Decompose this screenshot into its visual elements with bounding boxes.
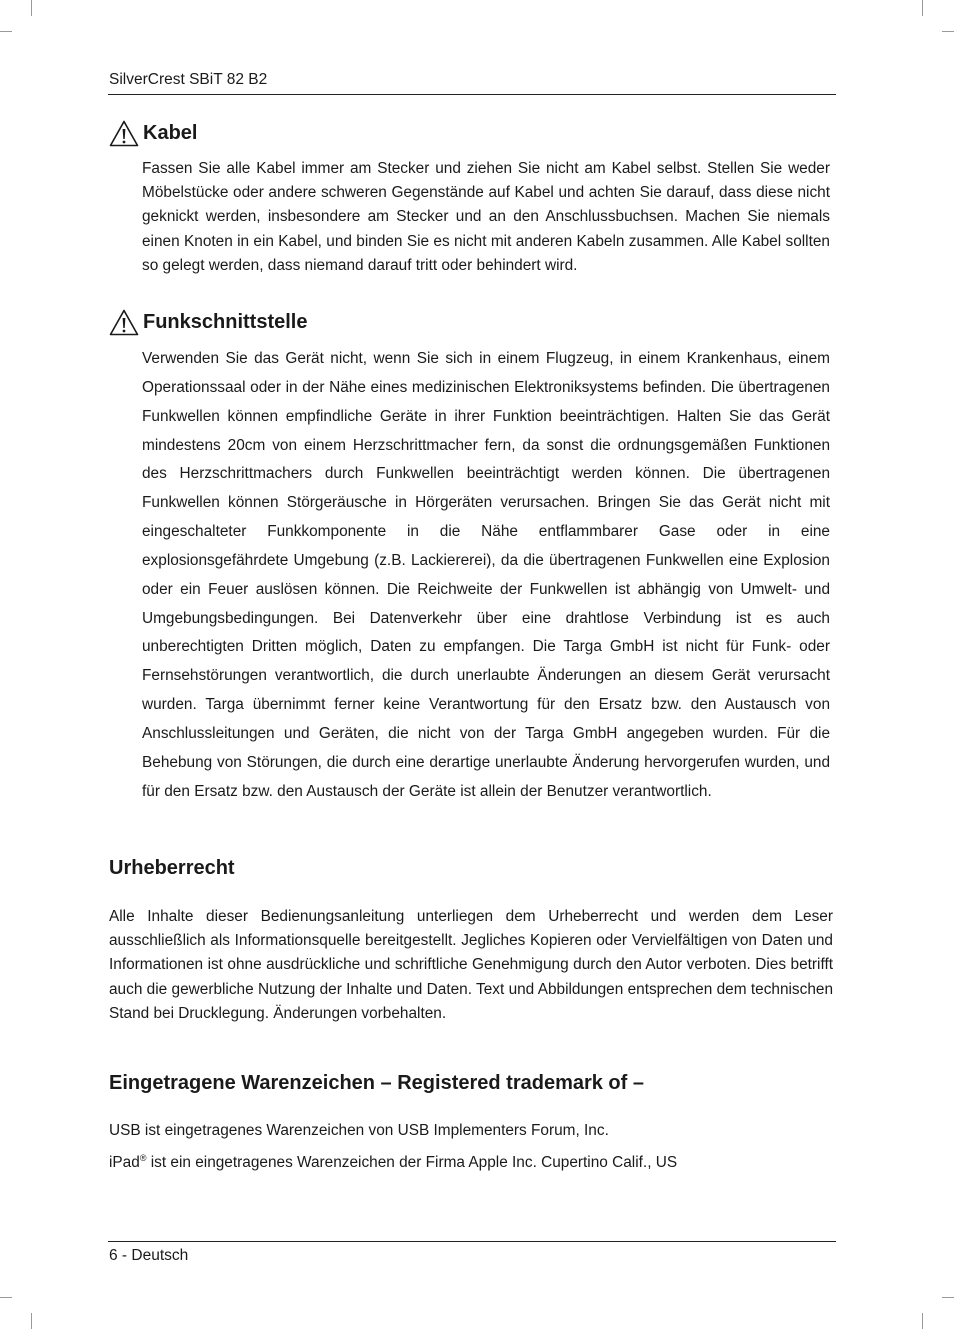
crop-mark <box>0 1297 12 1298</box>
kabel-heading-label: Kabel <box>143 122 198 144</box>
crop-mark <box>942 1297 954 1298</box>
funk-heading <box>109 309 307 336</box>
crop-mark <box>0 31 12 32</box>
funk-heading-label: Funkschnittstelle <box>143 311 308 333</box>
warning-triangle-icon <box>109 120 139 147</box>
kabel-heading <box>109 120 197 147</box>
trademark-heading: Eingetragene Warenzeichen – Registered trademark of – <box>109 1072 644 1094</box>
footer-divider <box>108 1241 836 1242</box>
usb-trademark-line: USB ist eingetragenes Warenzeichen von USB Implementers Forum, Inc. <box>109 1122 609 1139</box>
warning-triangle-icon <box>109 309 139 336</box>
ipad-trademark-line <box>109 1153 677 1172</box>
page-number: 6 - Deutsch <box>109 1247 189 1264</box>
crop-mark <box>922 1313 923 1329</box>
ipad-name: iPad <box>109 1154 140 1172</box>
urheberrecht-paragraph: Alle Inhalte dieser Bedienungsanleitung unterliegen dem Urheberrecht und werden dem Leser ausschließlich als Informationsquelle bereitgestellt. Jegliches Kopieren oder Vervielfältigen von Daten und Informationen ist ohne ausdrückliche und schriftliche Genehmigung durch den Autor verboten. Dies betrifft auch die gewerbliche Nutzung der Inhalte und Daten. Text und Abbildungen entsprechen dem technischen Stand bei Drucklegung. Änderungen vorbehalten. <box>109 908 833 1022</box>
crop-mark <box>31 0 32 16</box>
kabel-paragraph: Fassen Sie alle Kabel immer am Stecker und ziehen Sie nicht am Kabel selbst. Stellen Sie weder Möbelstücke oder andere schweren Gegenstände auf Kabel und achten Sie darauf, dass diese nicht geknickt werden, insbesondere am Stecker und an den Anschlussbuchsen. Machen Sie niemals einen Knoten in ein Kabel, und binden Sie es nicht mit anderen Kabeln zusammen. Alle Kabel sollten so gelegt werden, dass niemand darauf tritt oder behindert wird. <box>142 160 830 274</box>
crop-mark <box>31 1313 32 1329</box>
registered-mark: ® <box>139 1153 147 1163</box>
crop-mark <box>922 0 923 16</box>
page-header-title: SilverCrest SBiT 82 B2 <box>109 71 268 88</box>
funk-paragraph: Verwenden Sie das Gerät nicht, wenn Sie sich in einem Flugzeug, in einem Krankenhaus, einem Operationssaal oder in der Nähe eines medizinischen Elektroniksystems befinden. Die übertragenen Funkwellen können empfindliche Geräte in ihrer Funktion beeinträchtigen. Halten Sie das Gerät mindestens 20cm von einem Herzschrittmacher fern, da sonst die ordnungsgemäßen Funktionen des Herzschrittmachers durch Funkwellen beeinträchtigt werden können. Die übertragenen Funkwellen können Störgeräusche in Hörgeräten verursachen. Bringen Sie das Gerät nicht mit eingeschalteter Funkkomponente in die Nähe entflammbarer Gase oder in eine explosionsgefährdete Umgebung (z.B. Lackiererei), da die übertragenen Funkwellen eine Explosion oder ein Feuer auslösen können. Die Reichweite der Funkwellen ist abhängig von Umwelt- und Umgebungsbedingungen. Bei Datenverkehr über eine drahtlose Verbindung ist es auch unberechtigten Dritten möglich, Daten zu empfangen. Die Targa GmbH ist nicht für Funk- oder Fernsehstörungen verantwortlich, die durch unerlaubte Änderungen an diesem Gerät verursacht wurden. Targa übernimmt ferner keine Verantwortung für den Ersatz bzw. den Austausch von Anschlussleitungen und Geräten, die nicht von der Targa GmbH angegeben wurden. Für die Behebung von Störungen, die durch eine derartige unerlaubte Änderung hervorgerufen wurden, und für den Ersatz bzw. den Austausch der Geräte ist allein der Benutzer verantwortlich. <box>142 350 830 800</box>
urheberrecht-heading: Urheberrecht <box>109 857 235 879</box>
crop-mark <box>942 31 954 32</box>
ipad-trademark-text: ist ein eingetragenes Warenzeichen der Firma Apple Inc. Cupertino Calif., US <box>146 1154 678 1172</box>
header-divider <box>108 94 836 95</box>
